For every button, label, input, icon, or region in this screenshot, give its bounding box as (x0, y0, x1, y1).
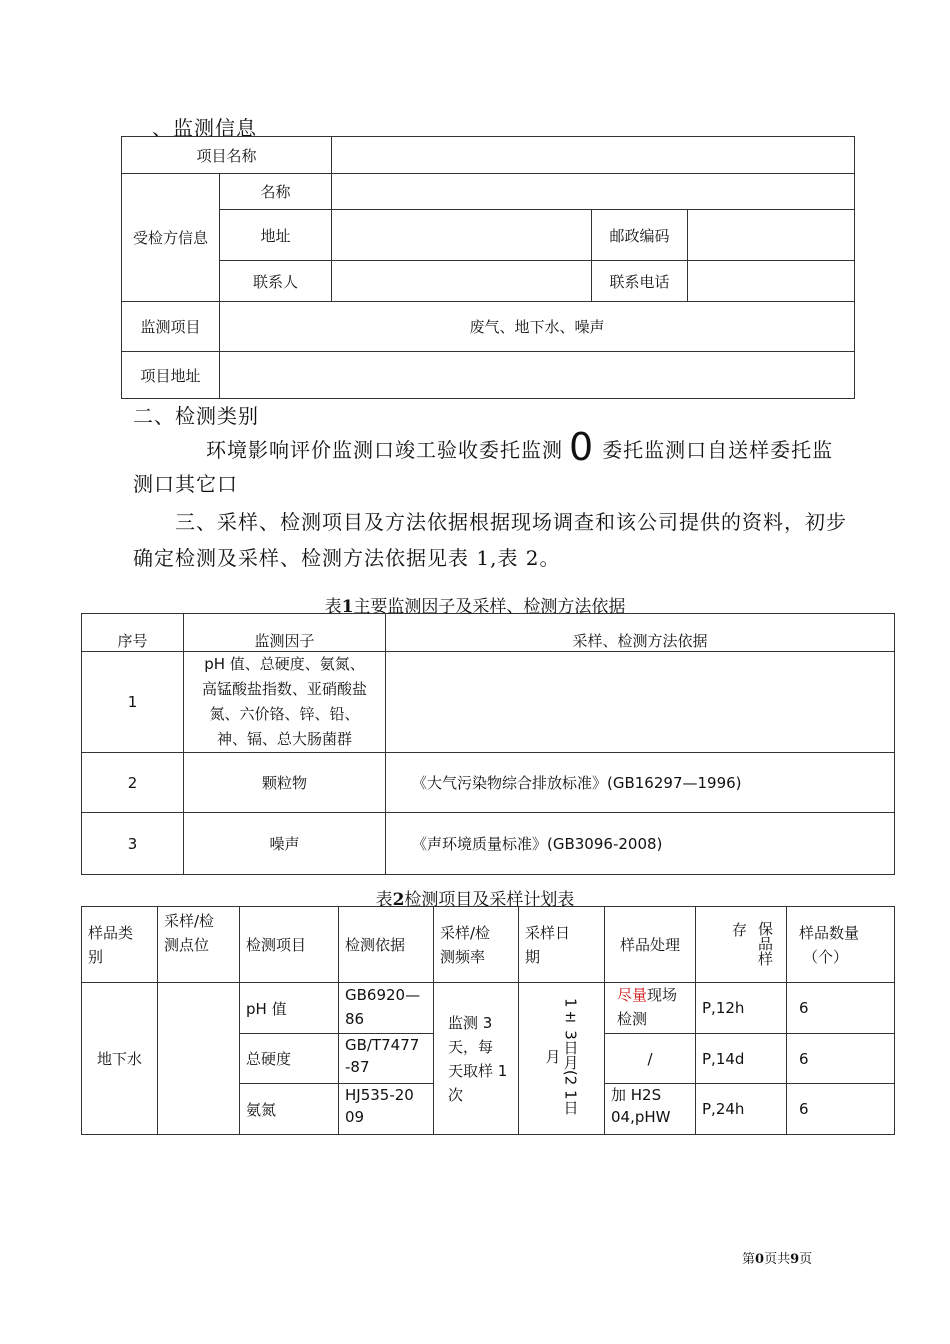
table-row (82, 983, 895, 1034)
table2-caption-pre: 表 (375, 890, 393, 910)
t2-row1-treatment-line: 检测 (617, 1010, 648, 1028)
t2-row1-basis-line: 86 (345, 1010, 365, 1028)
t2-header-basis: 检测依据 (339, 907, 434, 983)
t1-row1-factor-line: 高锰酸盐指数、亚硝酸盐 (201, 680, 367, 698)
contact-value (332, 261, 592, 302)
table1-caption-pre: 表 (324, 597, 342, 617)
footer-total: 9 (790, 1252, 800, 1267)
t1-row2-factor: 颗粒物 (184, 753, 386, 813)
t2-row3-treatment (605, 1084, 696, 1135)
t2-freq-line: 监测 3 (448, 1013, 493, 1032)
t2-date-vertical: 1± 3日月(2 1日月 (543, 998, 580, 1115)
section2-heading: 二、检测类别 (133, 404, 259, 428)
inspected-party-label: 受检方信息 (122, 174, 220, 302)
table2-caption-num: 2 (392, 890, 405, 910)
t2-row1-basis (339, 983, 434, 1034)
t2-date (519, 983, 605, 1135)
t2-row1-treatment-red: 尽量 (617, 986, 648, 1004)
footer-post: 页 (799, 1252, 813, 1267)
t2-row2-basis-line: -87 (345, 1058, 370, 1076)
monitor-info-table (121, 136, 855, 399)
t1-row1-factor-line: pH 值、总硬度、氨氮、 (204, 655, 365, 673)
t2-freq-line: 天取样 1 (448, 1061, 508, 1080)
footer-mid: 页共 (764, 1252, 791, 1267)
t2-header-treatment: 样品处理 (605, 907, 696, 983)
t2-row3-basis-line: HJ535-20 (345, 1086, 414, 1104)
big-zero: 0 (569, 425, 595, 469)
t2-freq (434, 983, 519, 1135)
t2-row3-treatment-line: 加 H2S (611, 1086, 662, 1104)
t1-header-no: 序号 (82, 614, 184, 652)
table-row (82, 753, 895, 813)
table1-method-basis (81, 613, 895, 875)
address-value (332, 210, 592, 261)
postcode-label: 邮政编码 (592, 210, 688, 261)
t1-row1-factor-line: 神、镉、总大肠菌群 (216, 730, 352, 748)
t2-row1-treatment-line: 现场 (647, 986, 678, 1004)
table1-caption-post: 主要监测因子及采样、检测方法依据 (353, 597, 626, 617)
table2-sampling-plan (81, 906, 895, 1135)
monitor-items-label: 监测项目 (122, 302, 220, 352)
category-text-post: 委托监测口自送样委托监 (602, 438, 834, 462)
t2-header-freq-line: 采样/检 (440, 923, 491, 942)
t2-header-storage (696, 907, 787, 983)
project-name-value (332, 137, 855, 174)
name-label: 名称 (220, 174, 332, 210)
t2-row3-qty: 6 (787, 1084, 895, 1135)
t1-row2-no: 2 (82, 753, 184, 813)
footer-pre: 第 (742, 1252, 756, 1267)
t2-freq-line: 次 (448, 1085, 464, 1104)
footer-page: 0 (755, 1252, 765, 1267)
t2-header-storage-b: 保品样 (756, 921, 774, 966)
t2-freq-line: 天，每 (448, 1037, 494, 1056)
phone-label: 联系电话 (592, 261, 688, 302)
t2-header-storage-a: 存 (732, 921, 748, 939)
table2-caption-post: 检测项目及采样计划表 (404, 890, 575, 910)
detection-category-line1 (206, 425, 834, 469)
t2-header-qty (787, 907, 895, 983)
t2-row2-treatment: / (605, 1034, 696, 1084)
t1-row1-factor-line: 氮、六价铬、锌、铅、 (209, 705, 360, 723)
t1-row1-method (386, 652, 895, 753)
t2-header-point-line: 测点位 (164, 936, 210, 954)
t2-header-sample-type-line: 别 (88, 947, 104, 966)
section3-line1: 三、采样、检测项目及方法依据根据现场调查和该公司提供的资料，初步 (175, 510, 847, 534)
detection-category-line2: 测口其它口 (133, 472, 238, 496)
t2-header-freq-line: 测频率 (440, 947, 486, 966)
phone-value (688, 261, 855, 302)
t2-header-date-line: 期 (525, 947, 541, 966)
t2-row3-treatment-line: 04,pHW (611, 1108, 671, 1126)
t2-row2-basis-line: GB/T7477 (345, 1036, 420, 1054)
t1-row3-method: 《声环境质量标准》(GB3096-2008) (386, 813, 895, 875)
t1-row1-no: 1 (82, 652, 184, 753)
t2-header-sample-type (82, 907, 158, 983)
contact-label: 联系人 (220, 261, 332, 302)
t2-row2-qty: 6 (787, 1034, 895, 1084)
project-address-label: 项目地址 (122, 352, 220, 399)
table-row (82, 813, 895, 875)
t2-header-date-line: 采样日 (525, 923, 571, 942)
t2-header-point (158, 907, 240, 983)
t2-row1-item: pH 值 (240, 983, 339, 1034)
t2-header-qty-line: 样品数量 (799, 923, 860, 942)
t2-row1-qty: 6 (787, 983, 895, 1034)
t1-row1-factor (184, 652, 386, 753)
t2-row3-item: 氨氮 (240, 1084, 339, 1135)
t1-header-factor: 监测因子 (184, 614, 386, 652)
t2-row3-basis (339, 1084, 434, 1135)
t2-row1-basis-line: GB6920— (345, 986, 421, 1004)
t2-header-item: 检测项目 (240, 907, 339, 983)
address-label: 地址 (220, 210, 332, 261)
t2-row2-item: 总硬度 (240, 1034, 339, 1084)
t2-header-date (519, 907, 605, 983)
project-address-value (220, 352, 855, 399)
section3-line2: 确定检测及采样、检测方法依据见表 1,表 2。 (133, 546, 561, 570)
t2-sample-type: 地下水 (82, 983, 158, 1135)
t2-header-freq (434, 907, 519, 983)
section1-heading: 、监测信息 (152, 116, 257, 140)
t1-row3-factor: 噪声 (184, 813, 386, 875)
t2-row3-basis-line: 09 (345, 1108, 365, 1126)
category-text-pre: 环境影响评价监测口竣工验收委托监测 (206, 438, 563, 462)
table1-caption-num: 1 (341, 597, 354, 617)
page-footer (742, 1248, 812, 1267)
t2-row1-treatment (605, 983, 696, 1034)
t1-header-method: 采样、检测方法依据 (386, 614, 895, 652)
t2-row1-storage: P,12h (696, 983, 787, 1034)
t2-header-point-line: 采样/检 (164, 912, 215, 930)
t2-row2-basis (339, 1034, 434, 1084)
t2-header-sample-type-line: 样品类 (88, 923, 134, 942)
project-name-label: 项目名称 (122, 137, 332, 174)
postcode-value (688, 210, 855, 261)
t2-row3-storage: P,24h (696, 1084, 787, 1135)
monitor-items-value: 废气、地下水、噪声 (220, 302, 855, 352)
t2-point (158, 983, 240, 1135)
table-row (82, 652, 895, 753)
t1-row3-no: 3 (82, 813, 184, 875)
name-value (332, 174, 855, 210)
t1-row2-method: 《大气污染物综合排放标准》(GB16297—1996) (386, 753, 895, 813)
t2-header-qty-line: （个） (803, 947, 849, 966)
t2-row2-storage: P,14d (696, 1034, 787, 1084)
